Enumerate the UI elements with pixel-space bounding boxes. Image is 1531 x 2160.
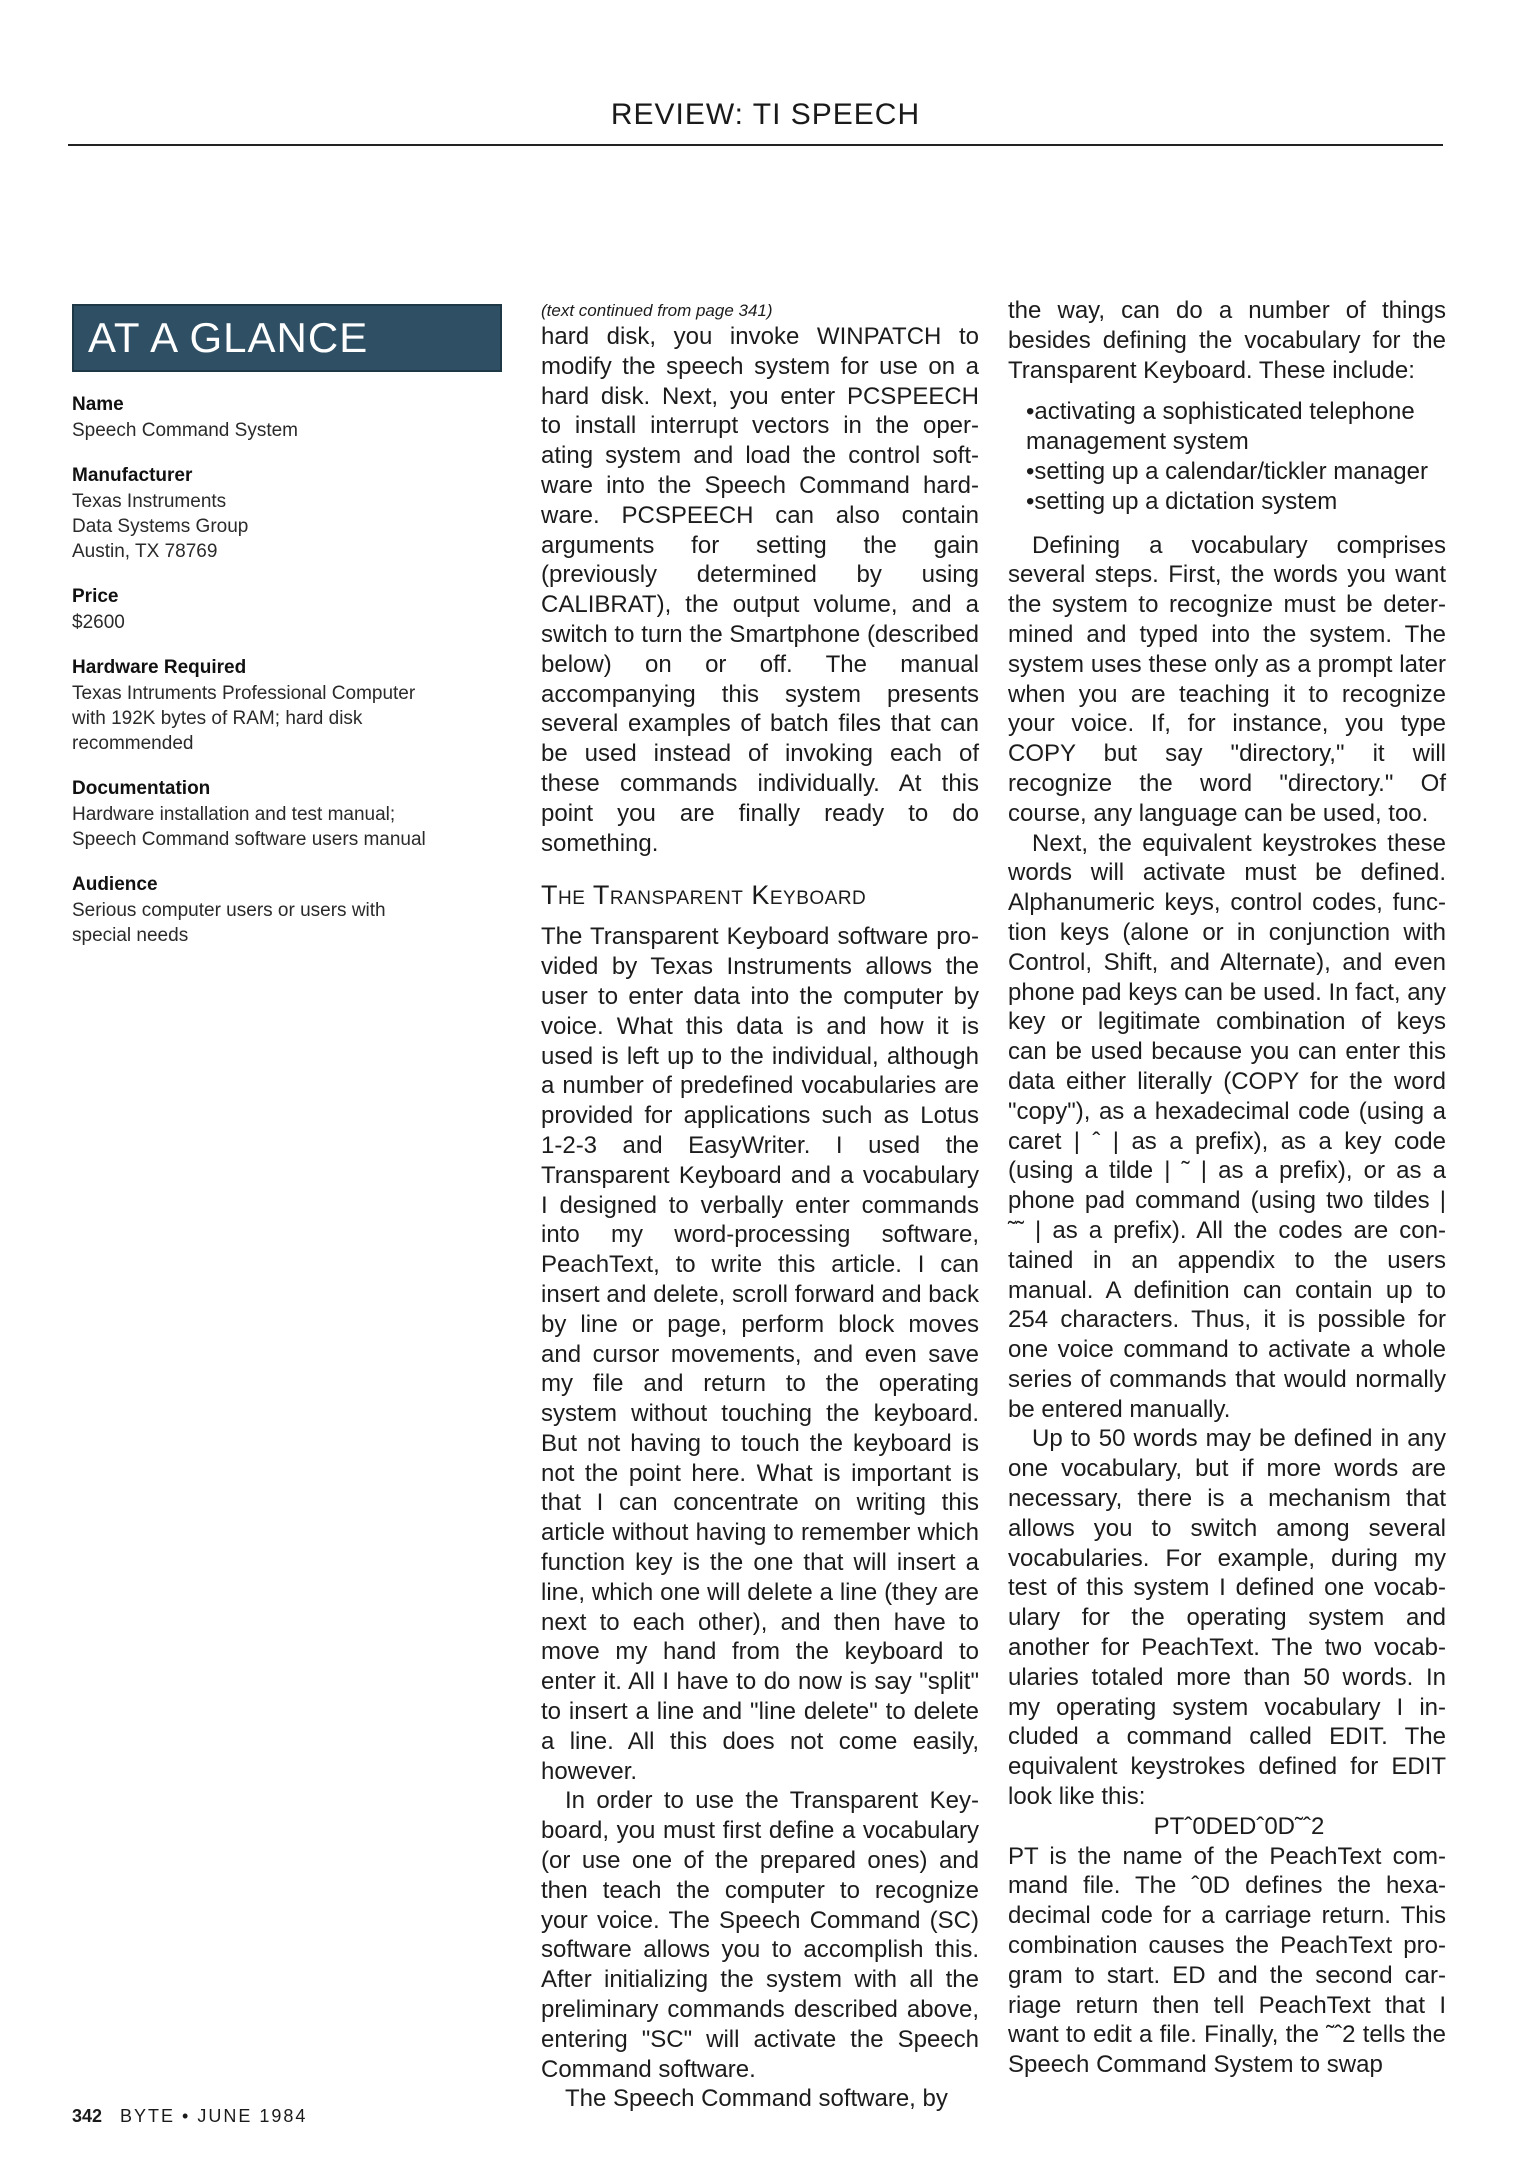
page-number: 342 [72, 2106, 103, 2126]
article-column-right [1008, 296, 1446, 2080]
info-price [72, 584, 502, 635]
paragraph: Next, the equivalent keystrokes these words will activate must be defined. Alphanumeric keys, control codes, function keys (alone or in conjunction with Control, Shift, and Alternate), and even phone pad keys can be used. In fact, any key or legitimate combination of keys can be used because you can enter this data either literally (COPY for the word "copy"), as a hexadecimal code (using a caret | ˆ | as a prefix), as a key code (using a tilde | ˜ | as a prefix), or as a phone pad command (using two tildes | ˜˜ | as a prefix). All the codes are contained in an appendix to the users manual. A definition can contain up to 254 characters. Thus, it is possible for one voice command to activate a whole series of commands that would normally be entered manually. [1008, 829, 1446, 1423]
magazine-issue: BYTE • JUNE 1984 [120, 2106, 308, 2126]
page-header-title: REVIEW: TI SPEECH [610, 98, 921, 131]
info-value: Speech Command System [72, 420, 298, 441]
paragraph: Defining a vocabulary comprises several steps. First, the words you want the system to recognize must be determined and typed into the system. The system uses these only as a prompt later when you are teaching it to recognize your voice. If, for instance, you type COPY but say "directory," it will recognize the word "directory." Of course, any language can be used, too. [1008, 531, 1446, 827]
list-item: •activating a sophisticated telephone management system [1026, 398, 1415, 456]
paragraph: PT is the name of the PeachText command file. The ˆ0D defines the hexadecimal code for a carriage return. This combination causes the PeachText program to start. ED and the second carriage return then tell PeachText that I want to edit a file. Finally, the ˜ˆ2 tells the Speech Command System to swap [1008, 1842, 1446, 2079]
paragraph: The Transparent Keyboard software provided by Texas Instruments allows the user to enter data into the computer by voice. What this data is and how it is used is left up to the individual, although a number of predefined vocabularies are provided for applications such as Lotus 1-2-3 and EasyWriter. I used the Transparent Keyboard and a vocabulary I designed to verbally enter commands into my word-processing software, PeachText, to write this article. I can insert and delete, scroll forward and back by line or page, perform block moves and cursor movements, and even save my file and return to the operating system without touching the keyboard. But not having to touch the keyboard is not the point here. What is important is that I can concentrate on writing this article without having to remember which function key is the one that will insert a line, which one will delete a line (they are next to each other), and then have to move my hand from the keyboard to enter it. All I have to do now is say "split" to insert a line and "line delete" to delete a line. All this does not come easily, however. [541, 923, 979, 1785]
code-example: PTˆ0DEDˆ0D˜ˆ2 [1153, 1812, 1325, 1840]
paragraph: Up to 50 words may be defined in any one vocabulary, but if more words are necessary, there is a mechanism that allows you to switch among several vocabularies. For example, during my test of this system I defined one vocabulary for the operating system and another for PeachText. The two vocabularies totaled more than 50 words. In my operating system vocabulary I included a command called EDIT. The equivalent keystrokes defined for EDIT look like this: [1008, 1425, 1446, 1811]
info-name [72, 392, 502, 443]
info-value: Data Systems Group [72, 516, 249, 537]
info-value: with 192K bytes of RAM; hard disk [72, 708, 363, 729]
info-value: $2600 [72, 612, 125, 633]
info-value: Austin, TX 78769 [72, 541, 218, 562]
page-footer [72, 2106, 307, 2127]
list-item: •setting up a dictation system [1026, 487, 1338, 515]
info-label: Hardware Required [72, 657, 247, 678]
info-hardware-required [72, 655, 502, 756]
info-value: recommended [72, 733, 194, 754]
at-a-glance-banner: AT A GLANCE [72, 304, 502, 372]
info-value: Texas Intruments Professional Computer [72, 683, 416, 704]
info-audience [72, 872, 502, 948]
at-a-glance-sidebar [72, 304, 502, 948]
bullet-list [1026, 397, 1446, 516]
continued-note: (text continued from page 341) [541, 301, 773, 320]
info-label: Manufacturer [72, 465, 193, 486]
info-label: Price [72, 586, 119, 607]
paragraph: In order to use the Transparent Keyboard, you must first define a vocabulary (or use one of the prepared ones) and then teach the computer to recognize your voice. The Speech Command (SC) software allows you to accomplish this. After initializing the system with all the preliminary commands described above, entering "SC" will activate the Speech Command software. [541, 1787, 979, 2083]
info-label: Audience [72, 874, 158, 895]
list-item: •setting up a calendar/tickler manager [1026, 457, 1428, 485]
info-value: Texas Instruments [72, 491, 227, 512]
paragraph: The Speech Command software, by [565, 2085, 948, 2113]
info-documentation [72, 776, 502, 852]
paragraph: hard disk, you invoke WINPATCH to modify the speech system for use on a hard disk. Next, you enter PCSPEECH to install interrupt vectors in the operating system and load the control software into the Speech Command hardware. PCSPEECH can also contain arguments for setting the gain (previously determined by using CALIBRAT), the output volume, and a switch to turn the Smartphone (described below) on or off. The manual accompanying this system presents several examples of batch files that can be used instead of invoking each of these commands individually. At this point you are finally ready to do something. [541, 323, 979, 857]
paragraph: the way, can do a number of things besides defining the vocabulary for the Transparent Keyboard. These include: [1008, 297, 1446, 384]
info-value: Speech Command software users manual [72, 829, 426, 850]
article-column-middle [541, 296, 979, 2114]
info-value: Hardware installation and test manual; [72, 804, 396, 825]
info-manufacturer [72, 463, 502, 564]
info-label: Name [72, 394, 124, 415]
info-value: special needs [72, 925, 189, 946]
section-heading: The Transparent Keyboard [541, 880, 867, 911]
info-value: Serious computer users or users with [72, 900, 386, 921]
info-label: Documentation [72, 778, 211, 799]
header-rule [68, 144, 1443, 146]
